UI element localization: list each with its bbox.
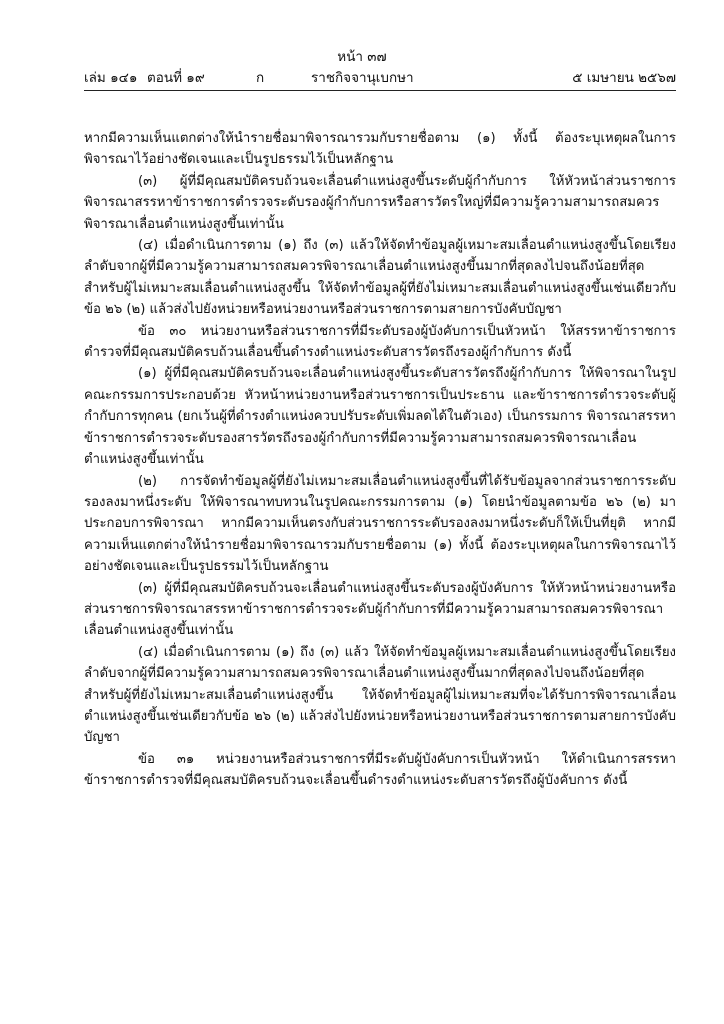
paragraph: (๓) ผู้ที่มีคุณสมบัติครบถ้วนจะเลื่อนตำแหน่งสูงขึ้นระดับผู้กำกับการ ให้หัวหน้าส่วนราชการพิจารณาสรรหาข้าราชการตำรวจระดับรองผู้กำกับการหรือสารวัตรใหญ่ที่มีความรู้ความสามารถสมควรพิจารณาเลื่อนตำแหน่งสูงขึ้นเท่านั้น bbox=[84, 173, 676, 232]
header-volume: เล่ม ๑๔๑ bbox=[84, 70, 138, 86]
header-divider bbox=[84, 90, 676, 91]
paragraph: (๑) ผู้ที่มีคุณสมบัติครบถ้วนจะเลื่อนตำแหน่งสูงขึ้นระดับสารวัตรถึงผู้กำกับการ ให้พิจารณาในรูปคณะกรรมการประกอบด้วย หัวหน้าหน่วยงานหรือส่วนราชการเป็นประธาน และข้าราชการตำรวจระดับผู้กำกับการทุกคน (ยกเว้นผู้ที่ดำรงตำแหน่งควบปรับระดับเพิ่มลดได้ในตัวเอง) เป็นกรรมการ พิจารณาสรรหาข้าราชการตำรวจระดับรองสารวัตรถึงรองผู้กำกับการที่มีความรู้ความสามารถสมควรพิจารณาเลื่อนตำแหน่งสูงขึ้นเท่านั้น bbox=[84, 366, 676, 468]
paragraph: ข้อ ๓๐ หน่วยงานหรือส่วนราชการที่มีระดับรองผู้บังคับการเป็นหัวหน้า ให้สรรหาข้าราชการตำรวจที่มีคุณสมบัติครบถ้วนเลื่อนขึ้นดำรงตำแหน่งระดับสารวัตรถึงรองผู้กำกับการ ดังนี้ bbox=[84, 323, 676, 361]
header-issue: ตอนที่ ๑๙ bbox=[147, 70, 205, 86]
paragraph: ข้อ ๓๑ หน่วยงานหรือส่วนราชการที่มีระดับผู้บังคับการเป็นหัวหน้า ให้ดำเนินการสรรหาข้าราชการตำรวจที่มีคุณสมบัติครบถ้วนจะเลื่อนขึ้นดำรงตำแหน่งระดับสารวัตรถึงผู้บังคับการ ดังนี้ bbox=[84, 751, 676, 789]
header-date: ๕ เมษายน ๒๕๖๗ bbox=[572, 70, 676, 86]
paragraph: (๔) เมื่อดำเนินการตาม (๑) ถึง (๓) แล้ว ให้จัดทำข้อมูลผู้เหมาะสมเลื่อนตำแหน่งสูงขึ้นโดยเรียงลำดับจากผู้ที่มีความรู้ความสามารถสมควรพิจารณาเลื่อนตำแหน่งสูงขึ้นมากที่สุดลงไปจนถึงน้อยที่สุด สำหรับผู้ที่ยังไม่เหมาะสมเลื่อนตำแหน่งสูงขึ้น ให้จัดทำข้อมูลผู้ไม่เหมาะสมที่จะได้รับการพิจารณาเลื่อนตำแหน่งสูงขึ้นเช่นเดียวกับข้อ ๒๖ (๒) แล้วส่งไปยังหน่วยหรือหน่วยงานหรือส่วนราชการตามสายการบังคับบัญชา bbox=[84, 644, 676, 746]
paragraph: (๔) เมื่อดำเนินการตาม (๑) ถึง (๓) แล้วให้จัดทำข้อมูลผู้เหมาะสมเลื่อนตำแหน่งสูงขึ้นโดยเรียงลำดับจากผู้ที่มีความรู้ความสามารถสมควรพิจารณาเลื่อนตำแหน่งสูงขึ้นมากที่สุดลงไปจนถึงน้อยที่สุด สำหรับผู้ไม่เหมาะสมเลื่อนตำแหน่งสูงขึ้น ให้จัดทำข้อมูลผู้ที่ยังไม่เหมาะสมเลื่อนตำแหน่งสูงขึ้นเช่นเดียวกับข้อ ๒๖ (๒) แล้วส่งไปยังหน่วยหรือหน่วยงานหรือส่วนราชการตามสายการบังคับบัญชา bbox=[84, 238, 676, 318]
paragraph: หากมีความเห็นแตกต่างให้นำรายชื่อมาพิจารณารวมกับรายชื่อตาม (๑) ทั้งนี้ ต้องระบุเหตุผลในการพิจารณาไว้อย่างชัดเจนและเป็นรูปธรรมไว้เป็นหลักฐาน bbox=[84, 131, 676, 168]
paragraph: (๓) ผู้ที่มีคุณสมบัติครบถ้วนจะเลื่อนตำแหน่งสูงขึ้นระดับรองผู้บังคับการ ให้หัวหน้าหน่วยงานหรือส่วนราชการพิจารณาสรรหาข้าราชการตำรวจระดับผู้กำกับการที่มีความรู้ความสามารถสมควรพิจารณาเลื่อนตำแหน่งสูงขึ้นเท่านั้น bbox=[84, 580, 676, 639]
header-publication: ราชกิจจานุเบกษา bbox=[311, 70, 414, 86]
paragraph: (๒) การจัดทำข้อมูลผู้ที่ยังไม่เหมาะสมเลื่อนตำแหน่งสูงขึ้นที่ได้รับข้อมูลจากส่วนราชการระดับรองลงมาหนึ่งระดับ ให้พิจารณาทบทวนในรูปคณะกรรมการตาม (๑) โดยนำข้อมูลตามข้อ ๒๖ (๒) มาประกอบการพิจารณา หากมีความเห็นตรงกับส่วนราชการระดับรองลงมาหนึ่งระดับก็ให้เป็นที่ยุติ หากมีความเห็นแตกต่างให้นำรายชื่อมาพิจารณารวมกับรายชื่อตาม (๑) ทั้งนี้ ต้องระบุเหตุผลในการพิจารณาไว้อย่างชัดเจนและเป็นรูปธรรมไว้เป็นหลักฐาน bbox=[84, 473, 676, 575]
page-number: หน้า ๓๗ bbox=[337, 49, 387, 65]
header-section: ก bbox=[256, 70, 265, 86]
document-body bbox=[84, 128, 676, 792]
gazette-header bbox=[84, 66, 676, 86]
